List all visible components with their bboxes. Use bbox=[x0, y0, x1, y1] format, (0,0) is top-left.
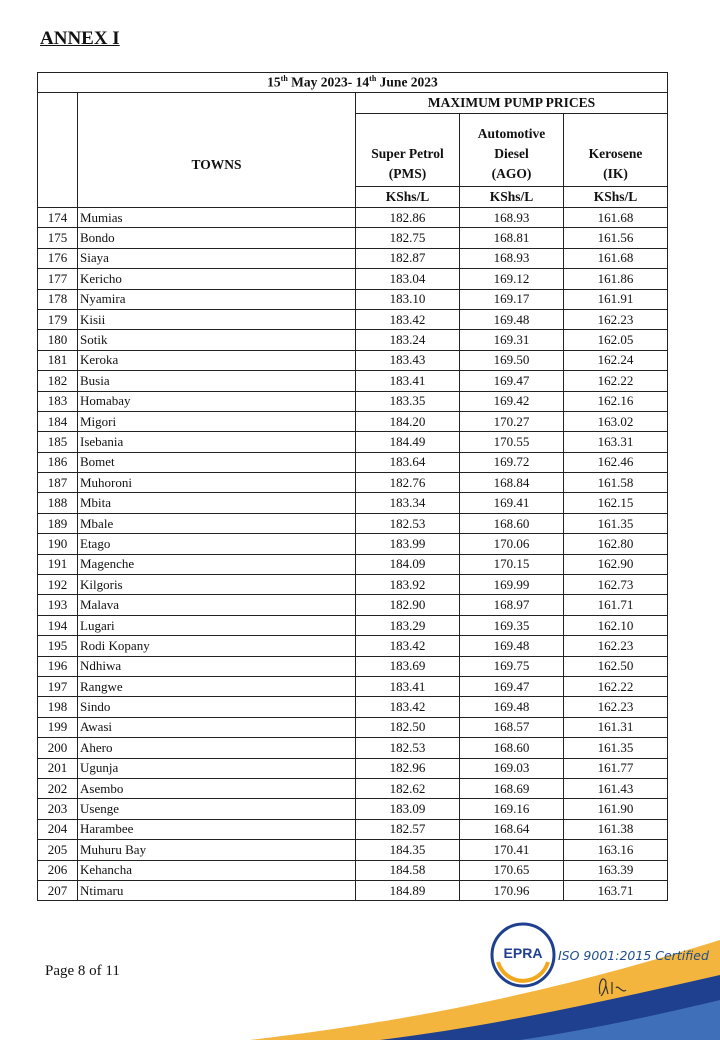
town-name: Sotik bbox=[78, 330, 356, 350]
price-ago: 169.72 bbox=[460, 452, 564, 472]
price-pms: 183.41 bbox=[356, 676, 460, 696]
row-number: 201 bbox=[38, 758, 78, 778]
row-number: 174 bbox=[38, 208, 78, 228]
town-name: Malava bbox=[78, 595, 356, 615]
price-ago: 169.47 bbox=[460, 676, 564, 696]
price-pms: 183.24 bbox=[356, 330, 460, 350]
price-pms: 182.86 bbox=[356, 208, 460, 228]
epra-logo bbox=[490, 922, 556, 988]
town-name: Usenge bbox=[78, 799, 356, 819]
price-ik: 161.35 bbox=[564, 513, 668, 533]
price-pms: 183.69 bbox=[356, 656, 460, 676]
table-row bbox=[38, 228, 668, 248]
row-number: 192 bbox=[38, 575, 78, 595]
price-ago: 168.69 bbox=[460, 778, 564, 798]
price-ik: 162.22 bbox=[564, 676, 668, 696]
price-ago: 169.31 bbox=[460, 330, 564, 350]
table-row bbox=[38, 371, 668, 391]
price-ik: 162.24 bbox=[564, 350, 668, 370]
price-ago: 169.12 bbox=[460, 269, 564, 289]
price-pms: 182.75 bbox=[356, 228, 460, 248]
price-ago: 169.99 bbox=[460, 575, 564, 595]
row-number: 206 bbox=[38, 860, 78, 880]
price-ago: 168.97 bbox=[460, 595, 564, 615]
town-name: Awasi bbox=[78, 717, 356, 737]
price-ik: 161.68 bbox=[564, 248, 668, 268]
page-number: Page 8 of 11 bbox=[45, 963, 120, 979]
row-number: 187 bbox=[38, 473, 78, 493]
row-number: 199 bbox=[38, 717, 78, 737]
price-pms: 182.53 bbox=[356, 513, 460, 533]
price-ik: 162.10 bbox=[564, 615, 668, 635]
town-name: Mbale bbox=[78, 513, 356, 533]
row-number: 183 bbox=[38, 391, 78, 411]
table-row bbox=[38, 554, 668, 574]
price-ik: 162.23 bbox=[564, 697, 668, 717]
row-number: 186 bbox=[38, 452, 78, 472]
table-body bbox=[38, 208, 668, 901]
price-ik: 161.71 bbox=[564, 595, 668, 615]
price-ago: 168.64 bbox=[460, 819, 564, 839]
table-row bbox=[38, 656, 668, 676]
price-ago: 169.47 bbox=[460, 371, 564, 391]
price-ik: 162.50 bbox=[564, 656, 668, 676]
price-pms: 183.64 bbox=[356, 452, 460, 472]
price-ik: 162.23 bbox=[564, 636, 668, 656]
price-ago: 168.93 bbox=[460, 248, 564, 268]
row-number: 181 bbox=[38, 350, 78, 370]
price-ik: 162.80 bbox=[564, 534, 668, 554]
price-pms: 183.42 bbox=[356, 697, 460, 717]
price-ago: 169.48 bbox=[460, 309, 564, 329]
price-ik: 162.46 bbox=[564, 452, 668, 472]
row-number: 197 bbox=[38, 676, 78, 696]
town-name: Muhoroni bbox=[78, 473, 356, 493]
town-name: Keroka bbox=[78, 350, 356, 370]
town-name: Harambee bbox=[78, 819, 356, 839]
price-ik: 163.31 bbox=[564, 432, 668, 452]
town-name: Bomet bbox=[78, 452, 356, 472]
price-ago: 168.60 bbox=[460, 513, 564, 533]
town-name: Ntimaru bbox=[78, 880, 356, 900]
row-number: 180 bbox=[38, 330, 78, 350]
price-ago: 169.41 bbox=[460, 493, 564, 513]
town-name: Magenche bbox=[78, 554, 356, 574]
table-row bbox=[38, 411, 668, 431]
price-pms: 183.42 bbox=[356, 309, 460, 329]
row-number: 188 bbox=[38, 493, 78, 513]
price-ik: 163.02 bbox=[564, 411, 668, 431]
price-ago: 169.75 bbox=[460, 656, 564, 676]
product-header-ik: Kerosene (IK) bbox=[564, 114, 668, 187]
product-header-ago: Automotive Diesel (AGO) bbox=[460, 114, 564, 187]
row-number: 189 bbox=[38, 513, 78, 533]
price-pms: 184.58 bbox=[356, 860, 460, 880]
unit-ik: KShs/L bbox=[564, 187, 668, 208]
price-ago: 169.48 bbox=[460, 697, 564, 717]
table-row bbox=[38, 819, 668, 839]
product-header-pms: Super Petrol (PMS) bbox=[356, 114, 460, 187]
town-name: Ahero bbox=[78, 738, 356, 758]
table-row bbox=[38, 697, 668, 717]
price-ik: 162.16 bbox=[564, 391, 668, 411]
price-pms: 184.20 bbox=[356, 411, 460, 431]
price-ik: 161.56 bbox=[564, 228, 668, 248]
price-ago: 169.03 bbox=[460, 758, 564, 778]
price-pms: 183.43 bbox=[356, 350, 460, 370]
row-number: 177 bbox=[38, 269, 78, 289]
price-ago: 170.15 bbox=[460, 554, 564, 574]
table-row bbox=[38, 676, 668, 696]
price-ago: 168.84 bbox=[460, 473, 564, 493]
price-ik: 161.58 bbox=[564, 473, 668, 493]
town-name: Nyamira bbox=[78, 289, 356, 309]
row-number: 178 bbox=[38, 289, 78, 309]
row-number: 196 bbox=[38, 656, 78, 676]
table-row bbox=[38, 799, 668, 819]
price-pms: 183.42 bbox=[356, 636, 460, 656]
row-number: 200 bbox=[38, 738, 78, 758]
table-row bbox=[38, 575, 668, 595]
table-row bbox=[38, 289, 668, 309]
price-pms: 183.99 bbox=[356, 534, 460, 554]
price-ik: 161.43 bbox=[564, 778, 668, 798]
towns-header: TOWNS bbox=[78, 93, 356, 208]
price-pms: 183.34 bbox=[356, 493, 460, 513]
price-pms: 183.10 bbox=[356, 289, 460, 309]
table-row bbox=[38, 840, 668, 860]
table-row bbox=[38, 432, 668, 452]
row-number: 195 bbox=[38, 636, 78, 656]
price-pms: 183.04 bbox=[356, 269, 460, 289]
table-row bbox=[38, 330, 668, 350]
price-ik: 162.73 bbox=[564, 575, 668, 595]
table-row bbox=[38, 758, 668, 778]
price-ago: 169.50 bbox=[460, 350, 564, 370]
price-pms: 182.53 bbox=[356, 738, 460, 758]
price-pms: 182.57 bbox=[356, 819, 460, 839]
town-name: Kericho bbox=[78, 269, 356, 289]
price-ago: 169.17 bbox=[460, 289, 564, 309]
table-row bbox=[38, 880, 668, 900]
price-ago: 170.41 bbox=[460, 840, 564, 860]
table-row bbox=[38, 778, 668, 798]
table-row bbox=[38, 473, 668, 493]
town-name: Isebania bbox=[78, 432, 356, 452]
price-pms: 184.09 bbox=[356, 554, 460, 574]
town-name: Migori bbox=[78, 411, 356, 431]
table-row bbox=[38, 595, 668, 615]
town-name: Rodi Kopany bbox=[78, 636, 356, 656]
table-row bbox=[38, 615, 668, 635]
price-ik: 162.05 bbox=[564, 330, 668, 350]
table-row bbox=[38, 309, 668, 329]
town-name: Muhuru Bay bbox=[78, 840, 356, 860]
price-ik: 161.38 bbox=[564, 819, 668, 839]
row-number: 179 bbox=[38, 309, 78, 329]
table-row bbox=[38, 738, 668, 758]
price-ik: 163.71 bbox=[564, 880, 668, 900]
row-number: 198 bbox=[38, 697, 78, 717]
max-prices-header: MAXIMUM PUMP PRICES bbox=[356, 93, 668, 114]
unit-pms: KShs/L bbox=[356, 187, 460, 208]
price-ago: 169.48 bbox=[460, 636, 564, 656]
row-number: 205 bbox=[38, 840, 78, 860]
price-pms: 184.35 bbox=[356, 840, 460, 860]
price-pms: 182.90 bbox=[356, 595, 460, 615]
svg-text:EPRA: EPRA bbox=[503, 945, 543, 961]
price-ago: 169.16 bbox=[460, 799, 564, 819]
price-pms: 183.29 bbox=[356, 615, 460, 635]
price-ik: 161.77 bbox=[564, 758, 668, 778]
row-number: 202 bbox=[38, 778, 78, 798]
price-ik: 161.90 bbox=[564, 799, 668, 819]
town-name: Mbita bbox=[78, 493, 356, 513]
table-row bbox=[38, 860, 668, 880]
row-number: 204 bbox=[38, 819, 78, 839]
price-ago: 168.81 bbox=[460, 228, 564, 248]
iso-certification-text: ISO 9001:2015 Certified bbox=[558, 948, 709, 963]
town-name: Sindo bbox=[78, 697, 356, 717]
town-name: Busia bbox=[78, 371, 356, 391]
price-ik: 161.91 bbox=[564, 289, 668, 309]
table-row bbox=[38, 636, 668, 656]
price-pms: 182.87 bbox=[356, 248, 460, 268]
town-name: Kisii bbox=[78, 309, 356, 329]
table-row bbox=[38, 493, 668, 513]
price-ago: 169.42 bbox=[460, 391, 564, 411]
row-number: 193 bbox=[38, 595, 78, 615]
price-ik: 161.35 bbox=[564, 738, 668, 758]
price-pms: 184.49 bbox=[356, 432, 460, 452]
table-row bbox=[38, 391, 668, 411]
town-name: Kehancha bbox=[78, 860, 356, 880]
row-number: 203 bbox=[38, 799, 78, 819]
town-name: Mumias bbox=[78, 208, 356, 228]
town-name: Etago bbox=[78, 534, 356, 554]
price-ago: 170.96 bbox=[460, 880, 564, 900]
price-ik: 161.68 bbox=[564, 208, 668, 228]
town-name: Bondo bbox=[78, 228, 356, 248]
price-pms: 182.96 bbox=[356, 758, 460, 778]
price-ago: 170.06 bbox=[460, 534, 564, 554]
town-name: Ugunja bbox=[78, 758, 356, 778]
price-ik: 162.22 bbox=[564, 371, 668, 391]
table-row bbox=[38, 248, 668, 268]
row-number: 175 bbox=[38, 228, 78, 248]
price-ago: 168.60 bbox=[460, 738, 564, 758]
price-ago: 170.65 bbox=[460, 860, 564, 880]
row-number: 194 bbox=[38, 615, 78, 635]
price-ago: 168.57 bbox=[460, 717, 564, 737]
price-ik: 162.90 bbox=[564, 554, 668, 574]
town-name: Homabay bbox=[78, 391, 356, 411]
town-name: Ndhiwa bbox=[78, 656, 356, 676]
price-pms: 183.35 bbox=[356, 391, 460, 411]
price-ago: 170.27 bbox=[460, 411, 564, 431]
price-ik: 162.23 bbox=[564, 309, 668, 329]
town-name: Lugari bbox=[78, 615, 356, 635]
table-row bbox=[38, 513, 668, 533]
price-ik: 163.16 bbox=[564, 840, 668, 860]
price-pms: 182.76 bbox=[356, 473, 460, 493]
table-row bbox=[38, 534, 668, 554]
town-name: Asembo bbox=[78, 778, 356, 798]
table-row bbox=[38, 269, 668, 289]
row-number: 190 bbox=[38, 534, 78, 554]
table-row bbox=[38, 717, 668, 737]
price-pms: 183.92 bbox=[356, 575, 460, 595]
signature-icon bbox=[594, 972, 630, 1000]
price-ago: 168.93 bbox=[460, 208, 564, 228]
price-pms: 183.41 bbox=[356, 371, 460, 391]
fuel-price-table bbox=[37, 72, 668, 901]
price-ik: 161.31 bbox=[564, 717, 668, 737]
price-pms: 184.89 bbox=[356, 880, 460, 900]
table-row bbox=[38, 350, 668, 370]
table-row bbox=[38, 452, 668, 472]
unit-ago: KShs/L bbox=[460, 187, 564, 208]
page-heading: ANNEX I bbox=[40, 28, 120, 49]
price-pms: 182.62 bbox=[356, 778, 460, 798]
row-number: 176 bbox=[38, 248, 78, 268]
row-number: 184 bbox=[38, 411, 78, 431]
town-name: Siaya bbox=[78, 248, 356, 268]
price-pms: 183.09 bbox=[356, 799, 460, 819]
table-row bbox=[38, 208, 668, 228]
town-name: Rangwe bbox=[78, 676, 356, 696]
row-number-header bbox=[38, 93, 78, 208]
price-ik: 161.86 bbox=[564, 269, 668, 289]
row-number: 185 bbox=[38, 432, 78, 452]
price-pms: 182.50 bbox=[356, 717, 460, 737]
price-ik: 162.15 bbox=[564, 493, 668, 513]
price-ik: 163.39 bbox=[564, 860, 668, 880]
price-ago: 170.55 bbox=[460, 432, 564, 452]
town-name: Kilgoris bbox=[78, 575, 356, 595]
period-header: 15th May 2023- 14th June 2023 bbox=[38, 73, 668, 93]
row-number: 207 bbox=[38, 880, 78, 900]
row-number: 191 bbox=[38, 554, 78, 574]
price-ago: 169.35 bbox=[460, 615, 564, 635]
row-number: 182 bbox=[38, 371, 78, 391]
